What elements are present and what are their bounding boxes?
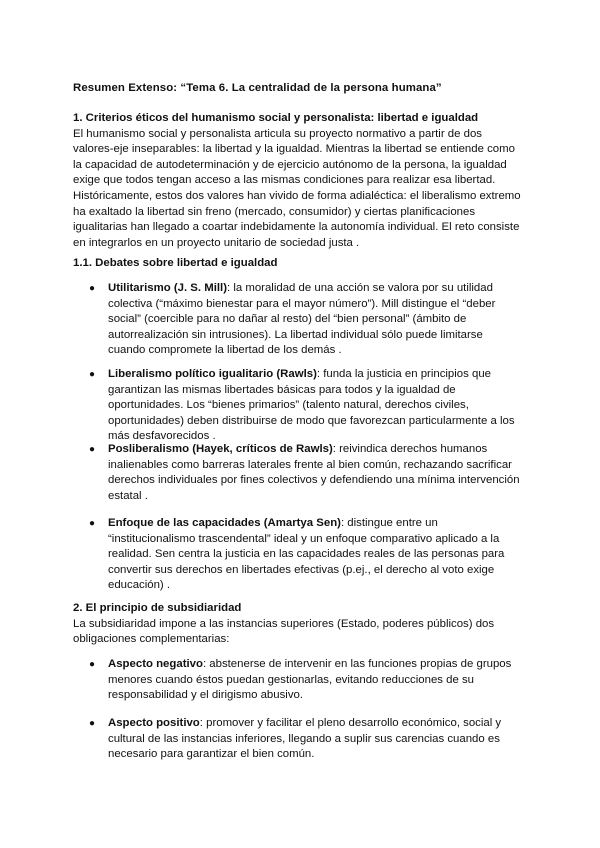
list-item [89, 367, 520, 445]
item-term: Posliberalismo (Hayek, críticos de Rawls) [108, 443, 333, 455]
item-term: Utilitarismo (J. S. Mill) [108, 282, 227, 294]
section-2-heading: 2. El principio de subsidiaridad [73, 602, 242, 614]
item-text: : distingue entre un “institucionalismo trascendental” ideal y un enfoque comparativo aplicado a la realidad. Sen centra la justicia en las capacidades reales de las personas para convertir sus derechos en libertades efectivas (p.ej., el derecho al voto exige educación) . [108, 517, 505, 592]
list-item [89, 516, 520, 594]
item-text: : funda la justicia en principios que garantizan las mismas libertades básicas para todos y la igualdad de oportunidades. Los “bienes primarios” (talento natural, derechos civiles, oportunidades) deben distribuirse de modo que favorezcan particularmente a los más desfavorecidos . [108, 368, 515, 443]
item-text: : abstenerse de intervenir en las funciones propias de grupos menores cuando éstos puedan gestionarlas, evitando reducciones de su responsabilidad y el dirigismo abusivo. [108, 658, 512, 702]
bullet-icon: ● [89, 718, 96, 729]
section-1-heading: 1. Criterios éticos del humanismo social y personalista: libertad e igualdad [73, 112, 479, 124]
section-2-paragraph: La subsidiaridad impone a las instancias superiores (Estado, poderes públicos) dos obligaciones complementarias: [73, 617, 495, 646]
item-term: Aspecto positivo [108, 717, 200, 729]
bullet-icon: ● [89, 659, 96, 670]
item-text: : reivindica derechos humanos inalienables como barreras laterales frente al bien común, rechazando sacrificar derechos individuales por fines colectivos y defendiendo una mínima intervención estatal . [108, 443, 520, 502]
document-title: Resumen Extenso: “Tema 6. La centralidad de la persona humana” [73, 82, 442, 94]
list-item [89, 657, 520, 704]
bullet-icon: ● [89, 518, 96, 529]
bullet-icon: ● [89, 369, 96, 380]
item-term: Aspecto negativo [108, 658, 203, 670]
bullet-icon: ● [89, 444, 96, 455]
item-term: Enfoque de las capacidades (Amartya Sen) [108, 517, 341, 529]
bullet-icon: ● [89, 283, 96, 294]
section-1-1-heading: 1.1. Debates sobre libertad e igualdad [73, 257, 278, 269]
list-item [89, 442, 520, 504]
item-text: : la moralidad de una acción se valora por su utilidad colectiva (“máximo bienestar para el mayor número”). Mill distingue el “deber social” (coercible para no dañar al resto) del “bien personal” (ámbito de autorrealización sin intrusiones). La libertad individual sólo puede limitarse cuando compromete la libertad de los demás . [108, 282, 496, 357]
section-1-paragraph: El humanismo social y personalista articula su proyecto normativo a partir de dos valores-eje inseparables: la libertad y la igualdad. Mientras la libertad se entiende como la capacidad de autodeterminación y de ejercicio autónomo de la persona, la igualdad exige que todos tengan acceso a las mismas condiciones para realizar esa libertad. Históricamente, estos dos valores han vivido de forma adialéctica: el liberalismo extremo ha exaltado la libertad sin freno (mercado, consumidor) y ciertas planificaciones igualitarias han llegado a coartar indebidamente la autonomía individual. El reto consiste en integrarlos en un proyecto unitario de sociedad justa . [73, 127, 521, 249]
item-term: Liberalismo político igualitario (Rawls) [108, 368, 317, 380]
section-2 [73, 601, 533, 648]
section-1-1-heading-wrap [73, 256, 533, 272]
item-text: : promover y facilitar el pleno desarrollo económico, social y cultural de las instancias inferiores, llegando a suplir sus carencias cuando es necesario para garantizar el bien común. [108, 717, 502, 761]
list-item [89, 716, 520, 763]
list-item [89, 281, 520, 359]
section-1 [73, 111, 533, 251]
